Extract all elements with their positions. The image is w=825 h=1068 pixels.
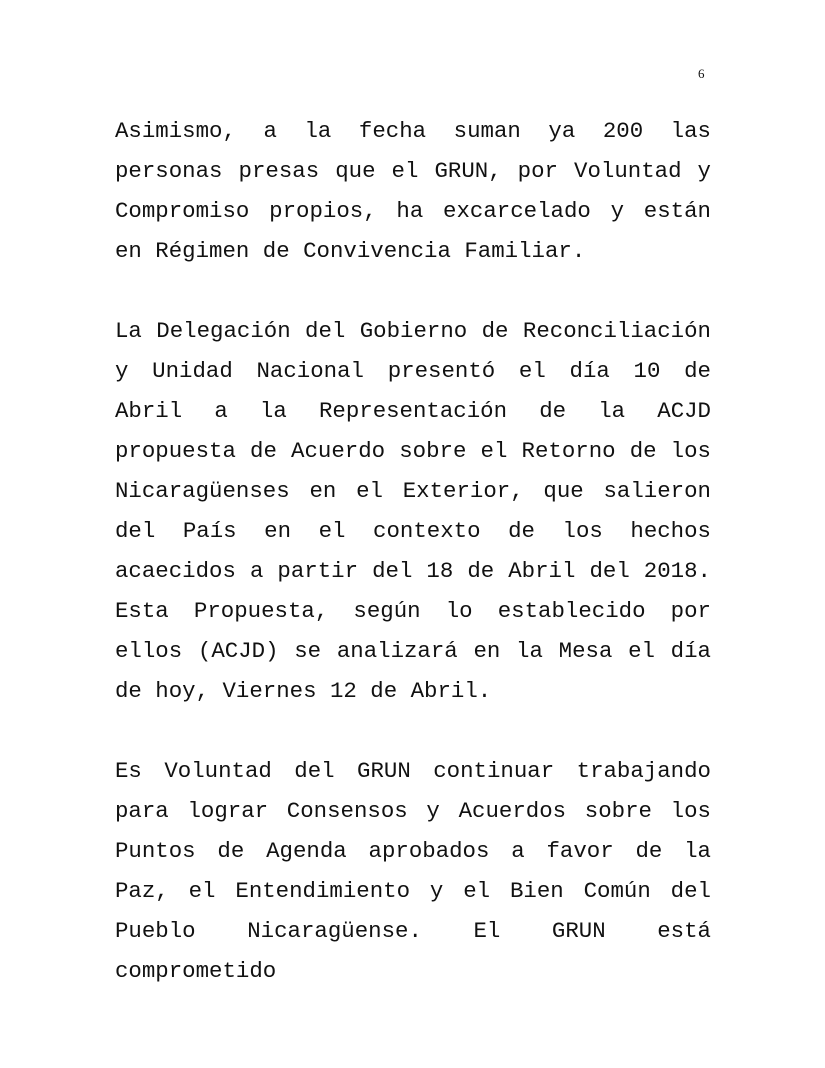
paragraph-return-proposal: La Delegación del Gobierno de Reconciliación y Unidad Nacional presentó el día 10 de Abril a la Representación de la ACJD propuesta de Acuerdo sobre el Retorno de los Nicaragüenses en el Exterior, que salieron del País en el contexto de los hechos acaecidos a partir del 18 de Abril del 2018. Esta Propuesta, según lo establecido por ellos (ACJD) se analizará en la Mesa el día de hoy, Viernes 12 de Abril. [115, 318, 711, 704]
document-body [115, 111, 711, 1031]
page-number: 6 [698, 66, 705, 81]
paragraph-grun-commitment: Es Voluntad del GRUN continuar trabajando para lograr Consensos y Acuerdos sobre los Puntos de Agenda aprobados a favor de la Paz, el Entendimiento y el Bien Común del Pueblo Nicaragüense. El GRUN está comprometido [115, 758, 711, 984]
paragraph-released-prisoners: Asimismo, a la fecha suman ya 200 las personas presas que el GRUN, por Voluntad y Compromiso propios, ha excarcelado y están en Régimen de Convivencia Familiar. [115, 118, 711, 264]
